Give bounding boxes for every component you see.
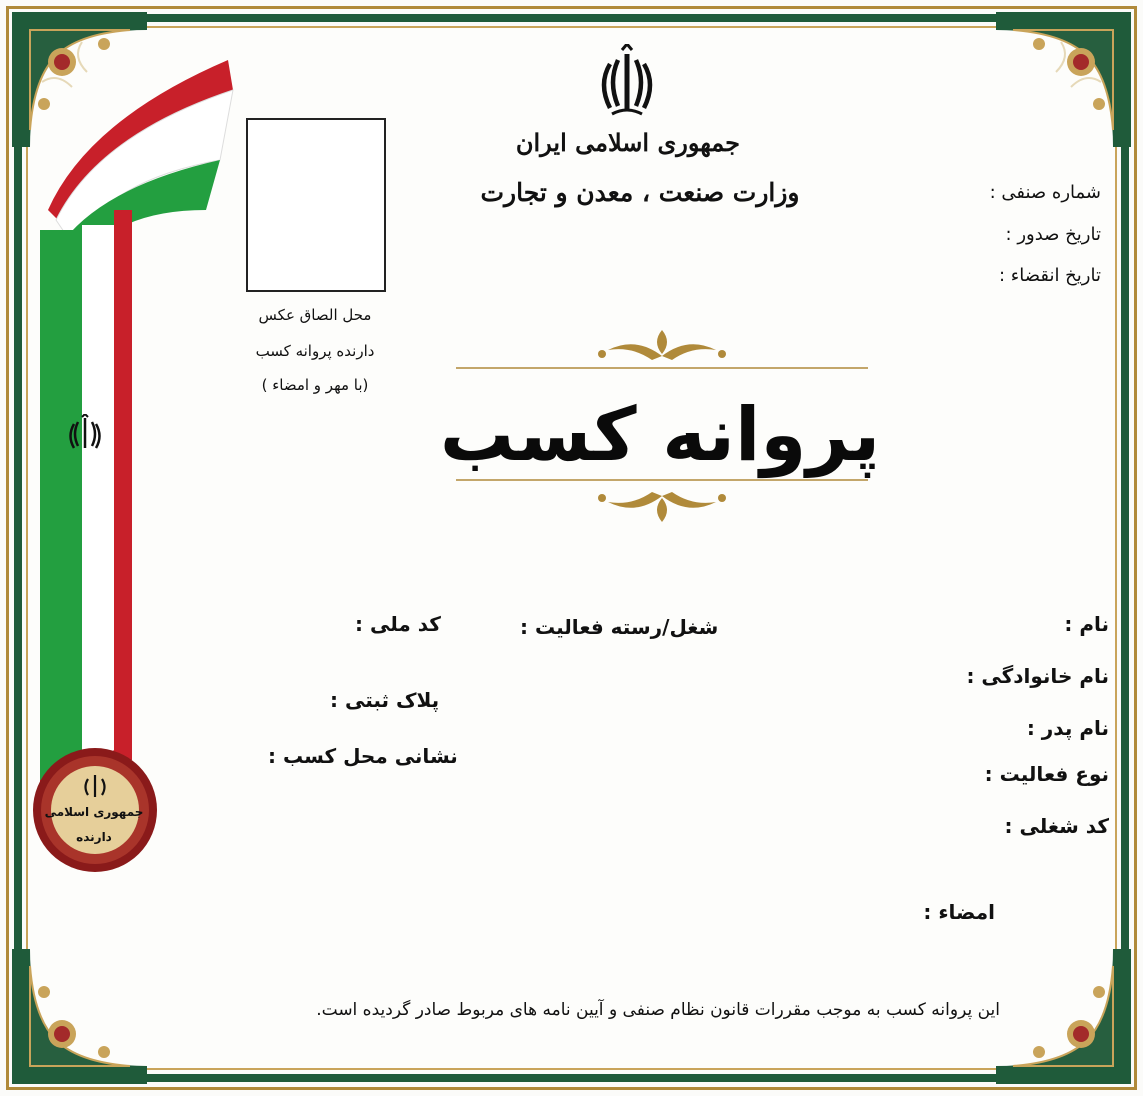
corner-ornament-top-right bbox=[996, 12, 1131, 147]
ribbon-emblem-icon bbox=[68, 414, 102, 454]
field-registration-plate: پلاک ثبتی : bbox=[330, 688, 440, 712]
corner-ornament-bottom-right bbox=[996, 949, 1131, 1084]
iran-emblem-icon bbox=[598, 44, 656, 118]
seal-text-line1: جمهوری اسلامی bbox=[44, 805, 144, 819]
field-job-code: کد شغلی : bbox=[1004, 814, 1109, 838]
photo-note-line1: محل الصاق عکس bbox=[258, 306, 372, 324]
seal-text-line2: دارنده bbox=[76, 830, 112, 844]
ministry-name: وزارت صنعت ، معدن و تجارت bbox=[480, 178, 800, 207]
expiry-date-label: تاریخ انقضاء : bbox=[999, 265, 1101, 286]
title-ornament-top bbox=[456, 326, 868, 370]
field-activity-type: نوع فعالیت : bbox=[984, 762, 1109, 786]
title-ornament-bottom bbox=[456, 478, 868, 526]
field-signature: امضاء : bbox=[923, 900, 995, 924]
photo-note-line2: دارنده پروانه کسب bbox=[255, 342, 375, 360]
field-name: نام : bbox=[1064, 612, 1109, 636]
issue-date-label: تاریخ صدور : bbox=[1005, 224, 1101, 245]
field-family-name: نام خانوادگی : bbox=[966, 664, 1109, 688]
corner-ornament-bottom-left bbox=[12, 949, 147, 1084]
country-name: جمهوری اسلامی ایران bbox=[515, 128, 740, 157]
flag-ribbon bbox=[28, 60, 238, 840]
field-national-code: کد ملی : bbox=[355, 612, 441, 636]
field-business-address: نشانی محل کسب : bbox=[268, 744, 458, 768]
document-title: پروانه کسب bbox=[439, 392, 881, 478]
photo-note-line3: (با مهر و امضاء ) bbox=[261, 376, 369, 394]
guild-number-label: شماره صنفی : bbox=[989, 182, 1101, 203]
photo-placeholder bbox=[246, 118, 386, 292]
field-job-category: شغل/رسته فعالیت : bbox=[520, 615, 719, 639]
field-father-name: نام پدر : bbox=[1026, 716, 1109, 740]
legal-footer: این پروانه کسب به موجب مقررات قانون نظام صنفی و آیین نامه های مربوط صادر گردیده است. bbox=[316, 1000, 1000, 1020]
